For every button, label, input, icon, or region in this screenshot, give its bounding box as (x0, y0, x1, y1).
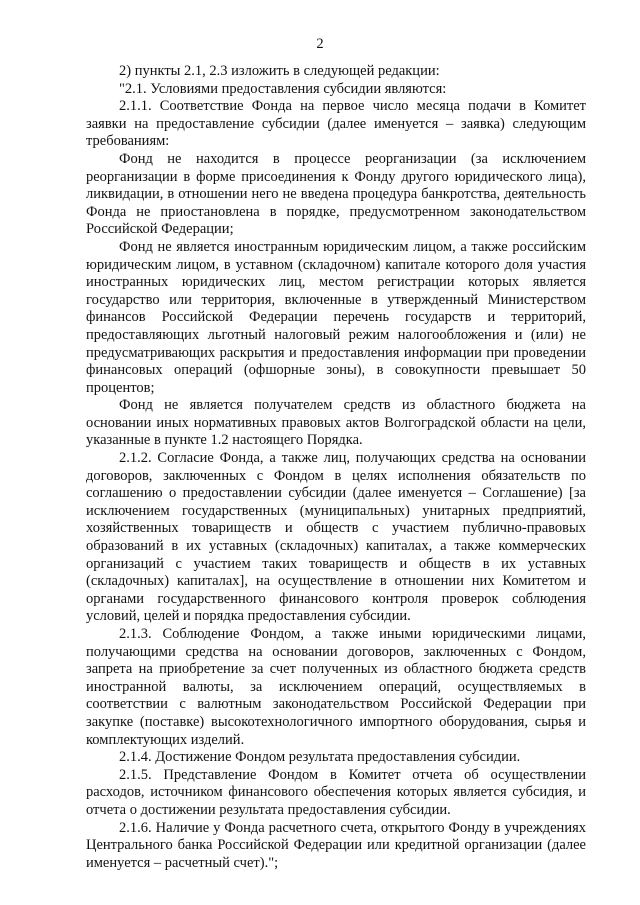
document-body (86, 63, 586, 872)
page-number: 2 (316, 36, 324, 52)
paragraph-2-1-5: 2.1.5. Представление Фондом в Комитет отчета об осуществлении расходов, источником финансового обеспечения которых является субсидия, и отчета о достижении результата предоставления субсидии. (86, 766, 586, 818)
paragraph-2-1-6: 2.1.6. Наличие у Фонда расчетного счета, открытого Фонду в учреждениях Центрального банка Российской Федерации или кредитной организации (далее именуется – расчетный счет)."; (86, 819, 586, 871)
paragraph-2-1-heading: "2.1. Условиями предоставления субсидии являются: (119, 80, 447, 97)
paragraph-2-1-2: 2.1.2. Согласие Фонда, а также лиц, получающих средства на основании договоров, заключенных с Фондом в целях исполнения обязательств по соглашению о предоставлении субсидии (далее именуется – Соглашение) [за исключением государственных (муниципальных) унитарных предприятий, хозяйственных товариществ и обществ с участием публично-правовых образований в их уставных (складочных) капиталах, а также коммерческих организаций с участием таких товариществ и обществ в их уставных (складочных) капиталах], на осуществление в отношении них Комитетом и органами государственного финансового контроля проверок соблюдения условий, целей и порядка предоставления субсидии. (86, 450, 586, 625)
paragraph-2-1-1: 2.1.1. Соответствие Фонда на первое число месяца подачи в Комитет заявки на предоставление субсидии (далее именуется – заявка) следующим требованиям: (86, 98, 586, 150)
paragraph-amendment-intro: 2) пункты 2.1, 2.3 изложить в следующей редакции: (119, 63, 440, 79)
paragraph-requirement-reorganization: Фонд не находится в процессе реорганизации (за исключением реорганизации в форме присоединения к Фонду другого юридического лица), ликвидации, в отношении него не введена процедура банкротства, деятельность Фонда не приостановлена в порядке, предусмотренном законодательством Российской Федерации; (86, 150, 586, 238)
paragraph-requirement-foreign-entity: Фонд не является иностранным юридическим лицом, а также российским юридическим лицом, в уставном (складочном) капитале которого доля участия иностранных юридических лиц, местом регистрации которых является государство или территория, включенные в утвержденный Министерством финансов Российской Федерации перечень государств и территорий, предоставляющих льготный налоговый режим налогообложения и (или) не предусматривающих раскрытия и предоставления информации при проведении финансовых операций (офшорные зоны), в совокупности превышает 50 процентов; (86, 238, 586, 396)
paragraph-2-1-3: 2.1.3. Соблюдение Фондом, а также иными юридическими лицами, получающими средства на основании договоров, заключенных с Фондом, запрета на приобретение за счет полученных из областного бюджета средств иностранной валюты, за исключением операций, осуществляемых в соответствии с валютным законодательством Российской Федерации при закупке (поставке) высокотехнологичного импортного оборудования, сырья и комплектующих изделий. (86, 626, 586, 748)
paragraph-requirement-budget-funds: Фонд не является получателем средств из областного бюджета на основании иных нормативных правовых актов Волгоградской области на цели, указанные в пункте 1.2 настоящего Порядка. (86, 397, 586, 449)
paragraph-2-1-4: 2.1.4. Достижение Фондом результата предоставления субсидии. (119, 749, 521, 766)
